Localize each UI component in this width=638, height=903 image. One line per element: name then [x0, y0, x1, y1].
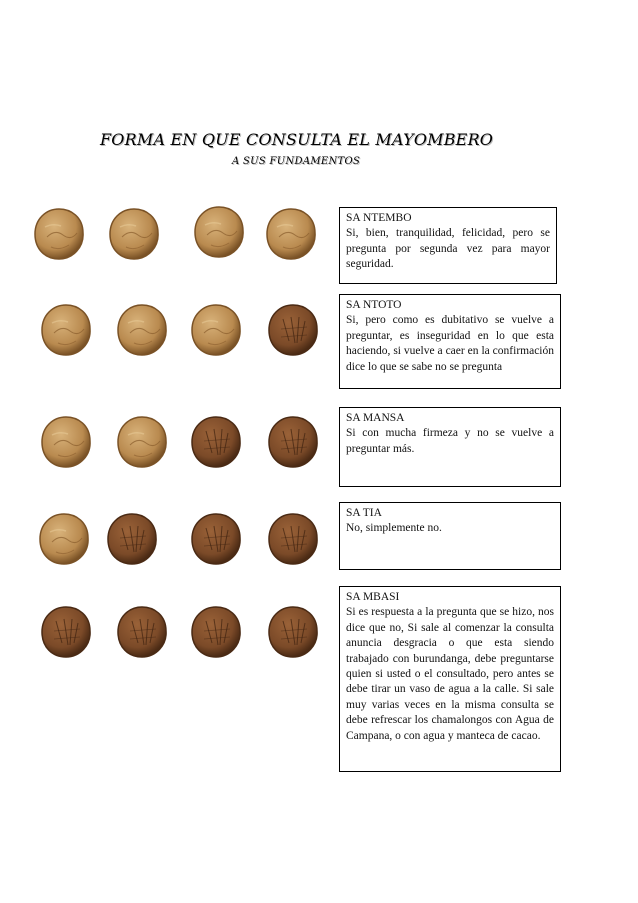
- reading-name: SA MANSA: [346, 412, 405, 424]
- coconut-shell-light-side-icon: [265, 207, 317, 261]
- coconut-shell-dark-side-icon: [190, 605, 242, 659]
- reading-box: [339, 502, 561, 570]
- coconut-shell-dark-side-icon: [267, 512, 319, 566]
- reading-name: SA MBASI: [346, 591, 400, 603]
- reading-text: No, simplemente no.: [346, 522, 442, 535]
- reading-box: [339, 294, 561, 389]
- reading-text: Si, bien, tranquilidad, felicidad, pero se pregunta por segunda vez para mayor seguridad.: [346, 227, 550, 271]
- coconut-shell-light-side-icon: [108, 207, 160, 261]
- reading-text: Si con mucha firmeza y no se vuelve a preguntar más.: [346, 427, 554, 455]
- coconut-shell-dark-side-icon: [106, 512, 158, 566]
- reading-box: [339, 586, 561, 772]
- reading-name: SA NTOTO: [346, 299, 402, 311]
- coconut-shell-light-side-icon: [40, 415, 92, 469]
- reading-name: SA NTEMBO: [346, 212, 412, 224]
- page-subtitle: A SUS FUNDAMENTOS: [232, 156, 361, 167]
- reading-text: Si, pero como es dubitativo se vuelve a preguntar, es inseguridad en lo que esta haciendo, si vuelve a caer en la confirmación dice lo que se sabe no se pregunta: [346, 314, 554, 373]
- coconut-shell-dark-side-icon: [267, 415, 319, 469]
- coconut-shell-light-side-icon: [116, 303, 168, 357]
- coconut-shell-light-side-icon: [38, 512, 90, 566]
- reading-text: Si es respuesta a la pregunta que se hizo, nos dice que no, Si sale al comenzar la consulta anuncia desgracia o que esta siendo trabajado con burundanga, debe preguntarse quien si usted o el consultado, pero antes se debe tirar un vaso de agua a la calle. Si sale muy varias veces en la misma consulta se debe refrescar los chamalongos con Agua de Campana, o con agua y manteca de cacao.: [346, 606, 554, 742]
- reading-box: [339, 207, 557, 284]
- coconut-shell-dark-side-icon: [267, 303, 319, 357]
- coconut-shell-light-side-icon: [33, 207, 85, 261]
- coconut-shell-dark-side-icon: [190, 415, 242, 469]
- coconut-shell-dark-side-icon: [267, 605, 319, 659]
- reading-box: [339, 407, 561, 487]
- reading-name: SA TIA: [346, 507, 382, 519]
- coconut-shell-light-side-icon: [40, 303, 92, 357]
- coconut-shell-light-side-icon: [116, 415, 168, 469]
- coconut-shell-light-side-icon: [190, 303, 242, 357]
- coconut-shell-dark-side-icon: [40, 605, 92, 659]
- coconut-shell-dark-side-icon: [116, 605, 168, 659]
- coconut-shell-light-side-icon: [193, 205, 245, 259]
- page-title: FORMA EN QUE CONSULTA EL MAYOMBERO: [100, 130, 494, 149]
- coconut-shell-dark-side-icon: [190, 512, 242, 566]
